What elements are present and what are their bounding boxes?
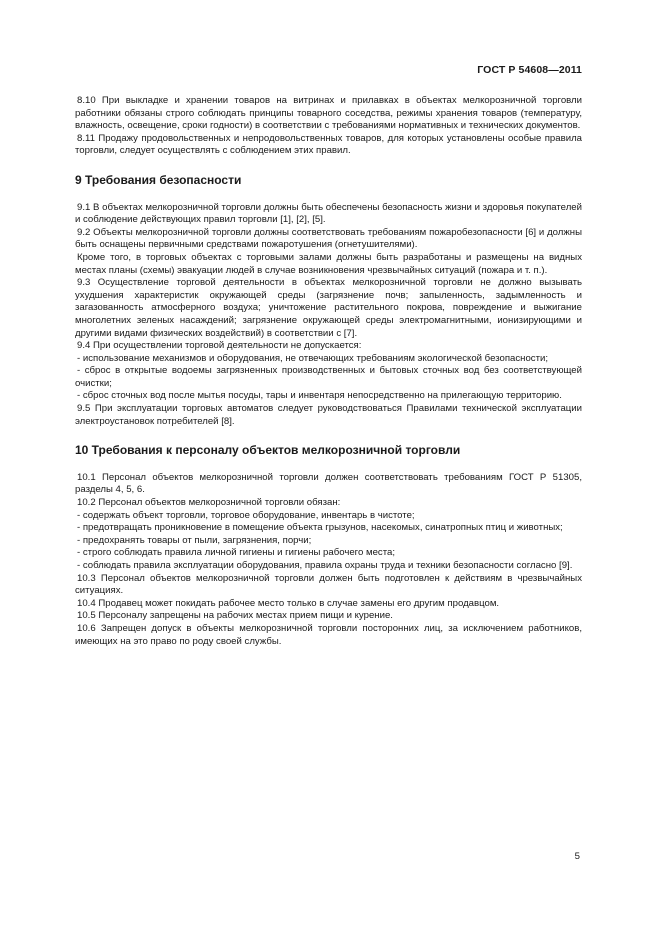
- paragraph: Кроме того, в торговых объектах с торговыми залами должны быть разработаны и размещены на видных местах планы (схемы) эвакуации людей в случае возникновения чрезвычайных ситуаций (пожара и т. п.).: [75, 251, 582, 276]
- paragraph: - предотвращать проникновение в помещение объекта грызунов, насекомых, синатропных птиц и животных;: [77, 522, 563, 534]
- paragraph: - сброс сточных вод после мытья посуды, тары и инвентаря непосредственно на прилегающую территорию.: [77, 390, 562, 402]
- paragraph: - использование механизмов и оборудования, не отвечающих требованиям экологической безопасности;: [77, 352, 549, 364]
- paragraph: - строго соблюдать правила личной гигиены и гигиены рабочего места;: [77, 547, 395, 559]
- paragraph: 8.10 При выкладке и хранении товаров на витринах и прилавках в объектах мелкорозничной торговли работники обязаны строго соблюдать принципы товарного соседства, режимы хранения товаров (температуру, влажность, освещение, сроки годности) в соответствии с требованиями нормативных и технических документов.: [75, 95, 582, 132]
- page-number: 5: [574, 851, 580, 862]
- paragraph: 9.2 Объекты мелкорозничной торговли должны соответствовать требованиям пожаробезопасности [6] и должны быть оснащены первичными средствами пожаротушения (огнетушителями).: [75, 226, 582, 251]
- paragraph: 10.5 Персоналу запрещены на рабочих местах прием пищи и курение.: [77, 610, 393, 622]
- paragraph: - содержать объект торговли, торговое оборудование, инвентарь в чистоте;: [77, 509, 415, 521]
- paragraph: 9.1 В объектах мелкорозничной торговли должны быть обеспечены безопасность жизни и здоровья покупателей и соблюдение действующих правил торговли [1], [2], [5].: [75, 201, 582, 226]
- paragraph: 8.11 Продажу продовольственных и непродовольственных товаров, для которых установлены особые правила торговли, следует осуществлять с соблюдением этих правил.: [75, 132, 582, 157]
- paragraph: 10.1 Персонал объектов мелкорозничной торговли должен соответствовать требованиям ГОСТ Р 51305, разделы 4, 5, 6.: [75, 471, 582, 496]
- paragraph: 9.4 При осуществлении торговой деятельности не допускается:: [77, 340, 362, 352]
- paragraph: 10.3 Персонал объектов мелкорозничной торговли должен быть подготовлен к действиям в чрезвычайных ситуациях.: [75, 572, 582, 597]
- paragraph: - соблюдать правила эксплуатации оборудования, правила охраны труда и техники безопасности согласно [9].: [77, 560, 573, 571]
- document-number-header: ГОСТ Р 54608—2011: [477, 64, 582, 76]
- paragraph: - предохранять товары от пыли, загрязнения, порчи;: [77, 534, 312, 546]
- paragraph: 10.4 Продавец может покидать рабочее место только в случае замены его другим продавцом.: [77, 597, 500, 609]
- section-heading: 9 Требования безопасности: [75, 172, 242, 187]
- section-heading: 10 Требования к персоналу объектов мелкорозничной торговли: [75, 443, 461, 458]
- paragraph: 10.6 Запрещен допуск в объекты мелкорозничной торговли посторонних лиц, за исключением работников, имеющих на это право по роду своей службы.: [75, 622, 582, 647]
- paragraph: - сброс в открытые водоемы загрязненных производственных и бытовых сточных вод без соответствующей очистки;: [75, 365, 582, 389]
- page-body: [75, 95, 582, 648]
- paragraph: 10.2 Персонал объектов мелкорозничной торговли обязан:: [77, 497, 341, 509]
- paragraph: 9.3 Осуществление торговой деятельности в объектах мелкорозничной торговли не должно вызывать ухудшения характеристик окружающей среды (загрязнение почв; запыленность, задымленность и загазованность атмосферного воздуха; уничтожение растительного покрова, повреждение и выжигание многолетних зеленых насаждений; загрязнение окружающей среды электромагнитными, ионизирующими и другими видами физических воздействий) в соответствии с [7].: [75, 277, 582, 339]
- paragraph: 9.5 При эксплуатации торговых автоматов следует руководствоваться Правилами технической эксплуатации электроустановок потребителей [8].: [75, 403, 582, 427]
